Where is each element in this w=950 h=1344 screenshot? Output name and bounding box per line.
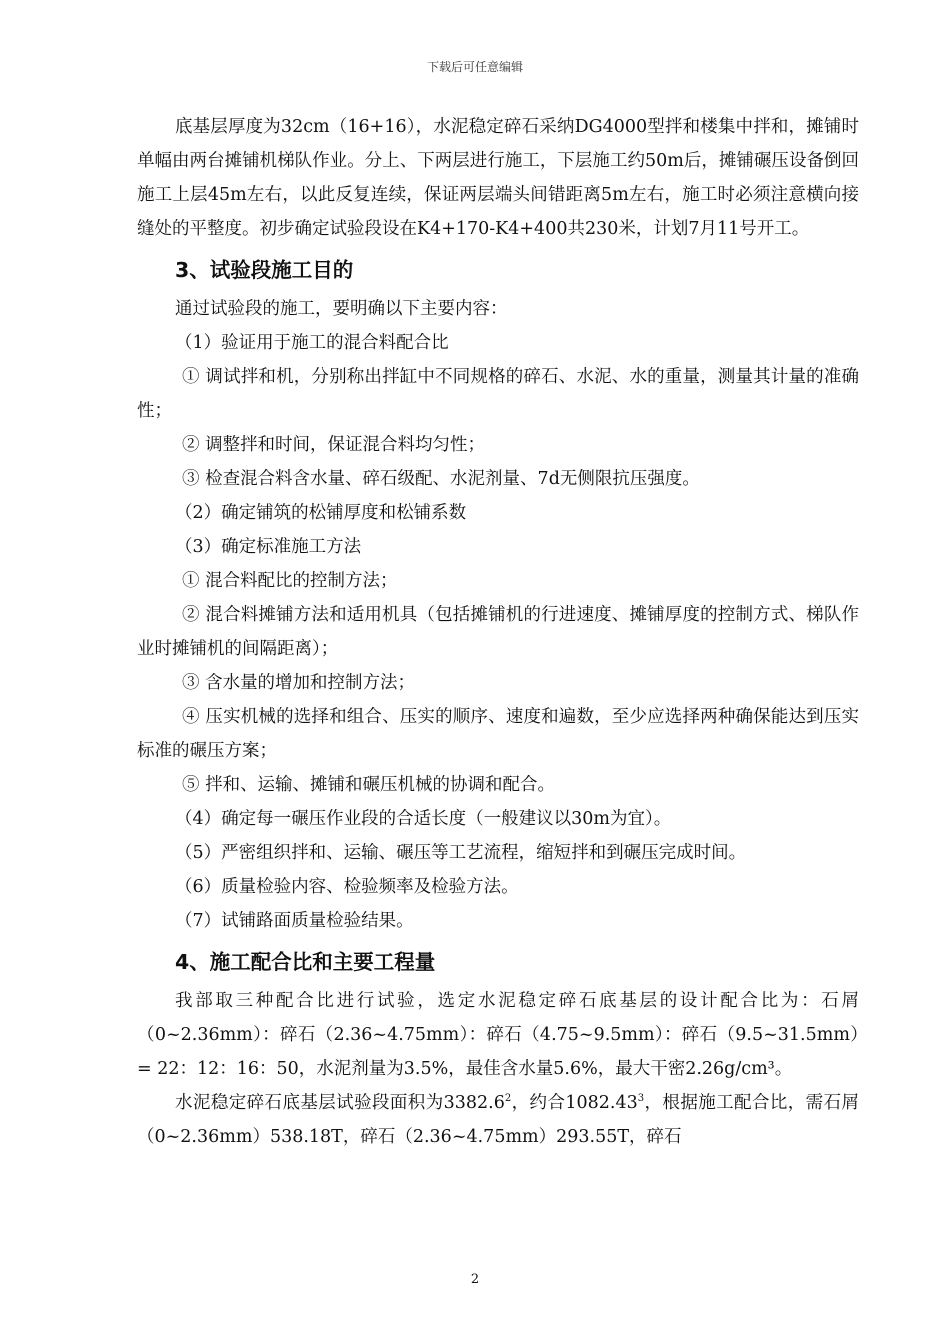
paragraph-quantities	[137, 1086, 859, 1154]
paragraph-base-layer: 底基层厚度为32cm（16+16），水泥稳定碎石采纳DG4000型拌和楼集中拌和，摊铺时单幅由两台摊铺机梯队作业。分上、下两层进行施工，下层施工约50m后，摊铺碾压设备倒回施工上层45m左右，以此反复连续，保证两层端头间错距离5m左右，施工时必须注意横向接缝处的平整度。初步确定试验段设在K4+170-K4+400共230米，计划7月11号开工。	[137, 117, 859, 239]
list-item-1b: ② 调整拌和时间，保证混合料均匀性；	[182, 435, 486, 455]
quantities-text-b: ，约合1082.43	[511, 1093, 638, 1113]
section-heading-4: 4、施工配合比和主要工程量	[175, 950, 436, 974]
quantities-text-a: 水泥稳定碎石底基层试验段面积为3382.6	[175, 1093, 505, 1113]
page-header: 下载后可任意编辑	[426, 60, 523, 74]
list-item-1: （1）验证用于施工的混合料配合比	[175, 333, 449, 353]
list-item-3d: ④ 压实机械的选择和组合、压实的顺序、速度和遍数，至少应选择两种确保能达到压实标准的碾压方案；	[137, 707, 859, 761]
page-number: 2	[470, 1272, 480, 1287]
list-item-3c: ③ 含水量的增加和控制方法；	[182, 673, 416, 693]
document-body	[137, 110, 859, 1154]
list-item-2: （2）确定铺筑的松铺厚度和松铺系数	[175, 503, 467, 523]
list-item-3a: ① 混合料配比的控制方法；	[182, 571, 398, 591]
superscript-volume: 3	[637, 1093, 645, 1105]
list-item-6: （6）质量检验内容、检验频率及检验方法。	[175, 877, 519, 897]
list-item-4: （4）确定每一碾压作业段的合适长度（一般建议以30m为宜）。	[175, 809, 672, 829]
section-heading-3: 3、试验段施工目的	[175, 258, 354, 282]
section-3-intro: 通过试验段的施工，要明确以下主要内容：	[175, 299, 508, 319]
list-item-7: （7）试铺路面质量检验结果。	[175, 911, 414, 931]
list-item-1c: ③ 检查混合料含水量、碎石级配、水泥剂量、7d无侧限抗压强度。	[182, 469, 700, 489]
list-item-5: （5）严密组织拌和、运输、碾压等工艺流程，缩短拌和到碾压完成时间。	[175, 843, 747, 863]
list-item-1a: ① 调试拌和机，分别称出拌缸中不同规格的碎石、水泥、水的重量，测量其计量的准确性；	[137, 367, 859, 421]
list-item-3e: ⑤ 拌和、运输、摊铺和碾压机械的协调和配合。	[182, 775, 556, 795]
paragraph-mix-ratio: 我部取三种配合比进行试验，选定水泥稳定碎石底基层的设计配合比为：石屑（0~2.36mm）：碎石（2.36~4.75mm）：碎石（4.75~9.5mm）：碎石（9.5~31.5mm）= 22：12：16：50，水泥剂量为3.5%，最佳含水量5.6%，最大干密2.26g/cm³。	[137, 991, 859, 1079]
list-item-3: （3）确定标准施工方法	[175, 537, 362, 557]
list-item-3b: ② 混合料摊铺方法和适用机具（包括摊铺机的行进速度、摊铺厚度的控制方式、梯队作业时摊铺机的间隔距离）；	[137, 605, 859, 659]
superscript-area: 2	[504, 1093, 512, 1105]
quantities-text-c: ，根据施工配合比，需石屑（0~2.36mm）538.18T，碎石（2.36~4.75mm）293.55T，碎石	[137, 1093, 860, 1147]
